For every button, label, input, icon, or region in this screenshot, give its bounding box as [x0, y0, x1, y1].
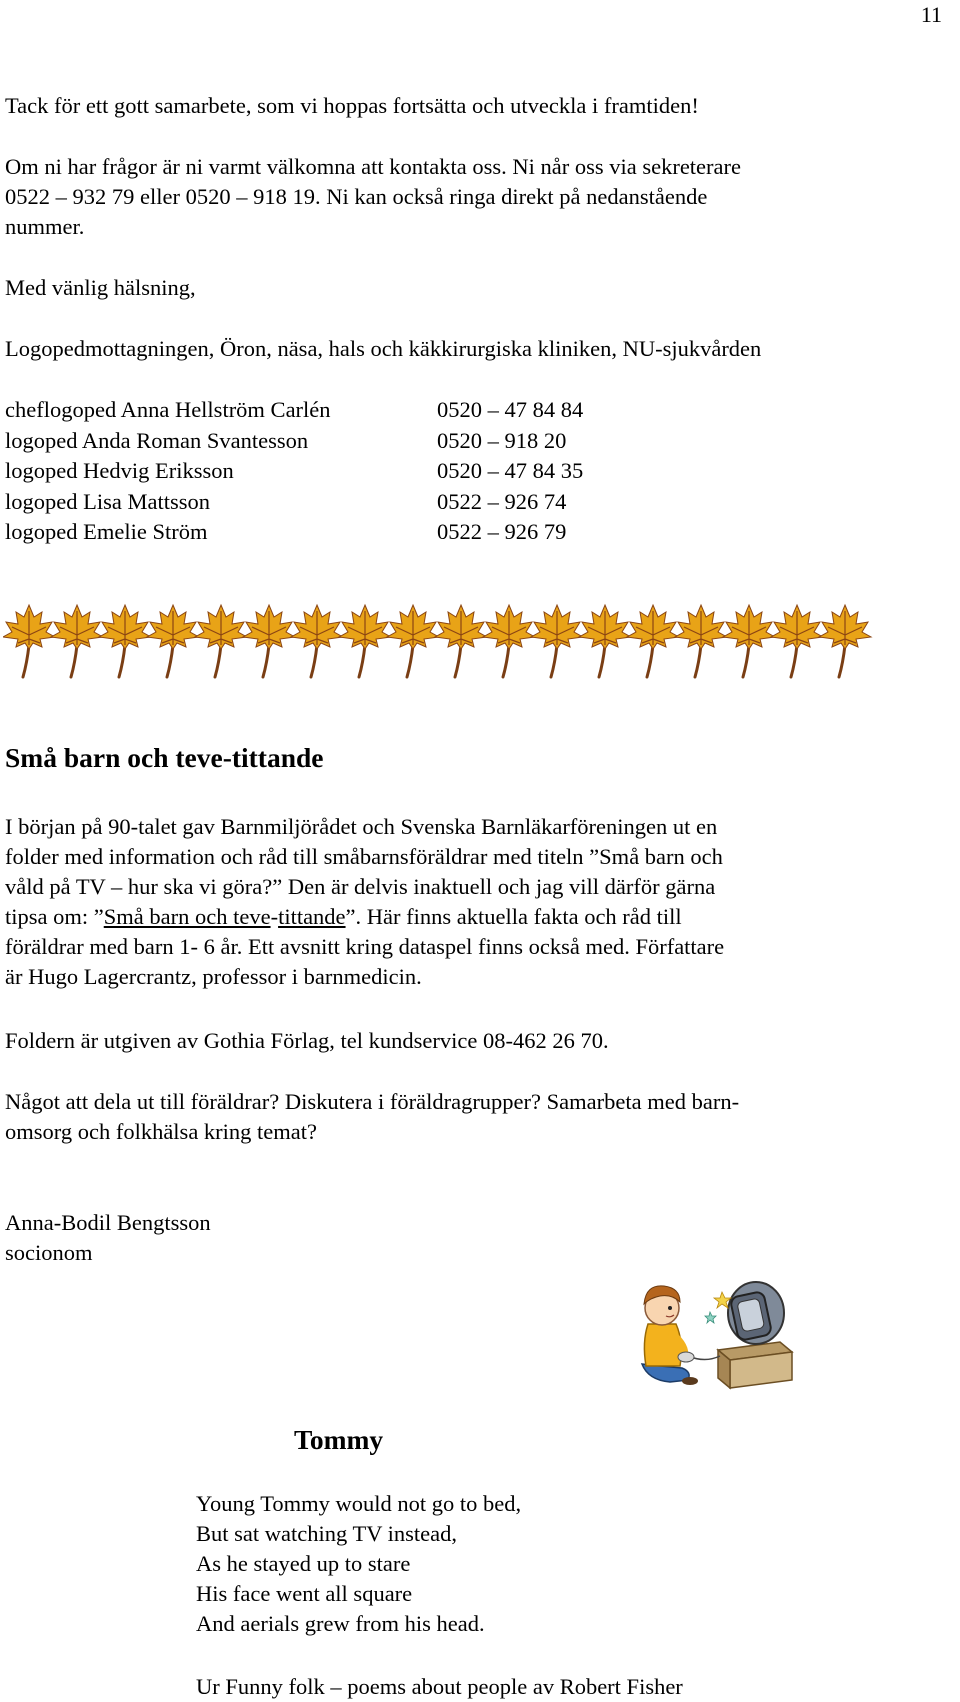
contact-line: nummer. — [5, 214, 85, 239]
staff-row — [5, 487, 583, 518]
discuss-line: omsorg och folkhälsa kring temat? — [5, 1119, 318, 1144]
poem-source: Ur Funny folk – poems about people av Robert Fisher — [196, 1674, 683, 1699]
folder-text: - — [270, 904, 279, 929]
discuss-paragraph — [5, 1087, 739, 1147]
staff-title: logoped Lisa Mattsson — [5, 488, 210, 514]
section-title: Små barn och teve-tittande — [5, 742, 324, 773]
maple-leaf-icon — [51, 605, 103, 677]
maple-leaf-icon — [531, 605, 583, 677]
maple-leaf-icon — [3, 605, 55, 677]
poem-line: As he stayed up to stare — [196, 1551, 411, 1576]
folder-line — [5, 902, 724, 932]
maple-leaf-icon — [291, 605, 343, 677]
maple-leaf-icon — [771, 605, 823, 677]
staff-phone: 0520 – 918 20 — [437, 427, 567, 453]
staff-title: logoped Emelie Ström — [5, 519, 208, 544]
author-role: socionom — [5, 1240, 93, 1265]
staff-phone: 0520 – 47 84 35 — [437, 458, 584, 483]
folder-text: tipsa om: ” — [5, 904, 104, 929]
folder-line: är Hugo Lagercrantz, professor i barnmedicin. — [5, 964, 422, 989]
maple-leaf-icon — [627, 605, 679, 677]
staff-row — [5, 517, 583, 548]
maple-leaf-icon — [819, 605, 871, 677]
maple-leaf-icon — [339, 605, 391, 677]
page-number: 11 — [920, 2, 942, 27]
contact-line: Om ni har frågor är ni varmt välkomna att kontakta oss. Ni når oss via sekreterare — [5, 154, 742, 179]
folder-line: våld på TV – hur ska vi göra?” Den är delvis inaktuell och jag vill därför gärna — [5, 874, 716, 899]
staff-phone: 0522 – 926 74 — [437, 488, 567, 514]
staff-phone: 0522 – 926 79 — [437, 519, 567, 544]
author-signature — [5, 1208, 211, 1268]
publisher-paragraph: Foldern är utgiven av Gothia Förlag, tel kundservice 08-462 26 70. — [5, 1028, 609, 1053]
folder-line: föräldrar med barn 1- 6 år. Ett avsnitt kring dataspel finns också med. Författare — [5, 934, 725, 959]
staff-row — [5, 426, 583, 457]
poem-line: And aerials grew from his head. — [196, 1611, 485, 1636]
staff-row — [5, 456, 583, 487]
discuss-line: Något att dela ut till föräldrar? Diskutera i föräldragrupper? Samarbeta med barn- — [5, 1089, 740, 1114]
poem-title: Tommy — [294, 1424, 384, 1455]
staff-list — [5, 395, 583, 548]
maple-leaf-icon — [147, 605, 199, 677]
folder-title-link[interactable]: Små barn och teve — [103, 904, 271, 929]
clinic-name: Logopedmottagningen, Öron, näsa, hals och käkkirurgiska kliniken, NU-sjukvården — [5, 336, 762, 361]
folder-line: folder med information och råd till småbarnsföräldrar med titeln ”Små barn och — [5, 844, 723, 869]
thanks-paragraph: Tack för ett gott samarbete, som vi hoppas fortsätta och utveckla i framtiden! — [5, 93, 699, 118]
maple-leaf-icon — [435, 605, 487, 677]
maple-leaf-icon — [99, 605, 151, 677]
folder-title-link[interactable]: tittande — [278, 904, 346, 929]
folder-text: ”. Här finns aktuella fakta och råd till — [345, 904, 682, 929]
poem-line: But sat watching TV instead, — [196, 1521, 458, 1546]
staff-title: cheflogoped Anna Hellström Carlén — [5, 397, 331, 422]
maple-leaf-icon — [387, 605, 439, 677]
poem-body — [196, 1489, 521, 1639]
contact-line: 0522 – 932 79 eller 0520 – 918 19. Ni kan också ringa direkt på nedanstående — [5, 184, 708, 209]
staff-phone: 0520 – 47 84 84 — [437, 397, 584, 422]
staff-title: logoped Hedvig Eriksson — [5, 458, 234, 483]
staff-title: logoped Anda Roman Svantesson — [5, 427, 309, 453]
greeting: Med vänlig hälsning, — [5, 275, 196, 300]
maple-leaf-icon — [723, 605, 775, 677]
maple-leaf-icon — [243, 605, 295, 677]
author-name: Anna-Bodil Bengtsson — [5, 1210, 211, 1235]
folder-paragraph — [5, 812, 724, 992]
poem-line: His face went all square — [196, 1581, 413, 1606]
folder-line: I början på 90-talet gav Barnmiljörådet och Svenska Barnläkarföreningen ut en — [5, 814, 718, 839]
staff-row — [5, 395, 583, 426]
poem-line: Young Tommy would not go to bed, — [196, 1491, 522, 1516]
maple-leaf-icon — [483, 605, 535, 677]
maple-leaf-icon — [579, 605, 631, 677]
contact-paragraph — [5, 152, 741, 242]
maple-leaf-icon — [195, 605, 247, 677]
maple-leaf-icon — [675, 605, 727, 677]
maple-leaf-border — [3, 603, 883, 679]
child-gaming-illustration — [630, 1268, 800, 1390]
